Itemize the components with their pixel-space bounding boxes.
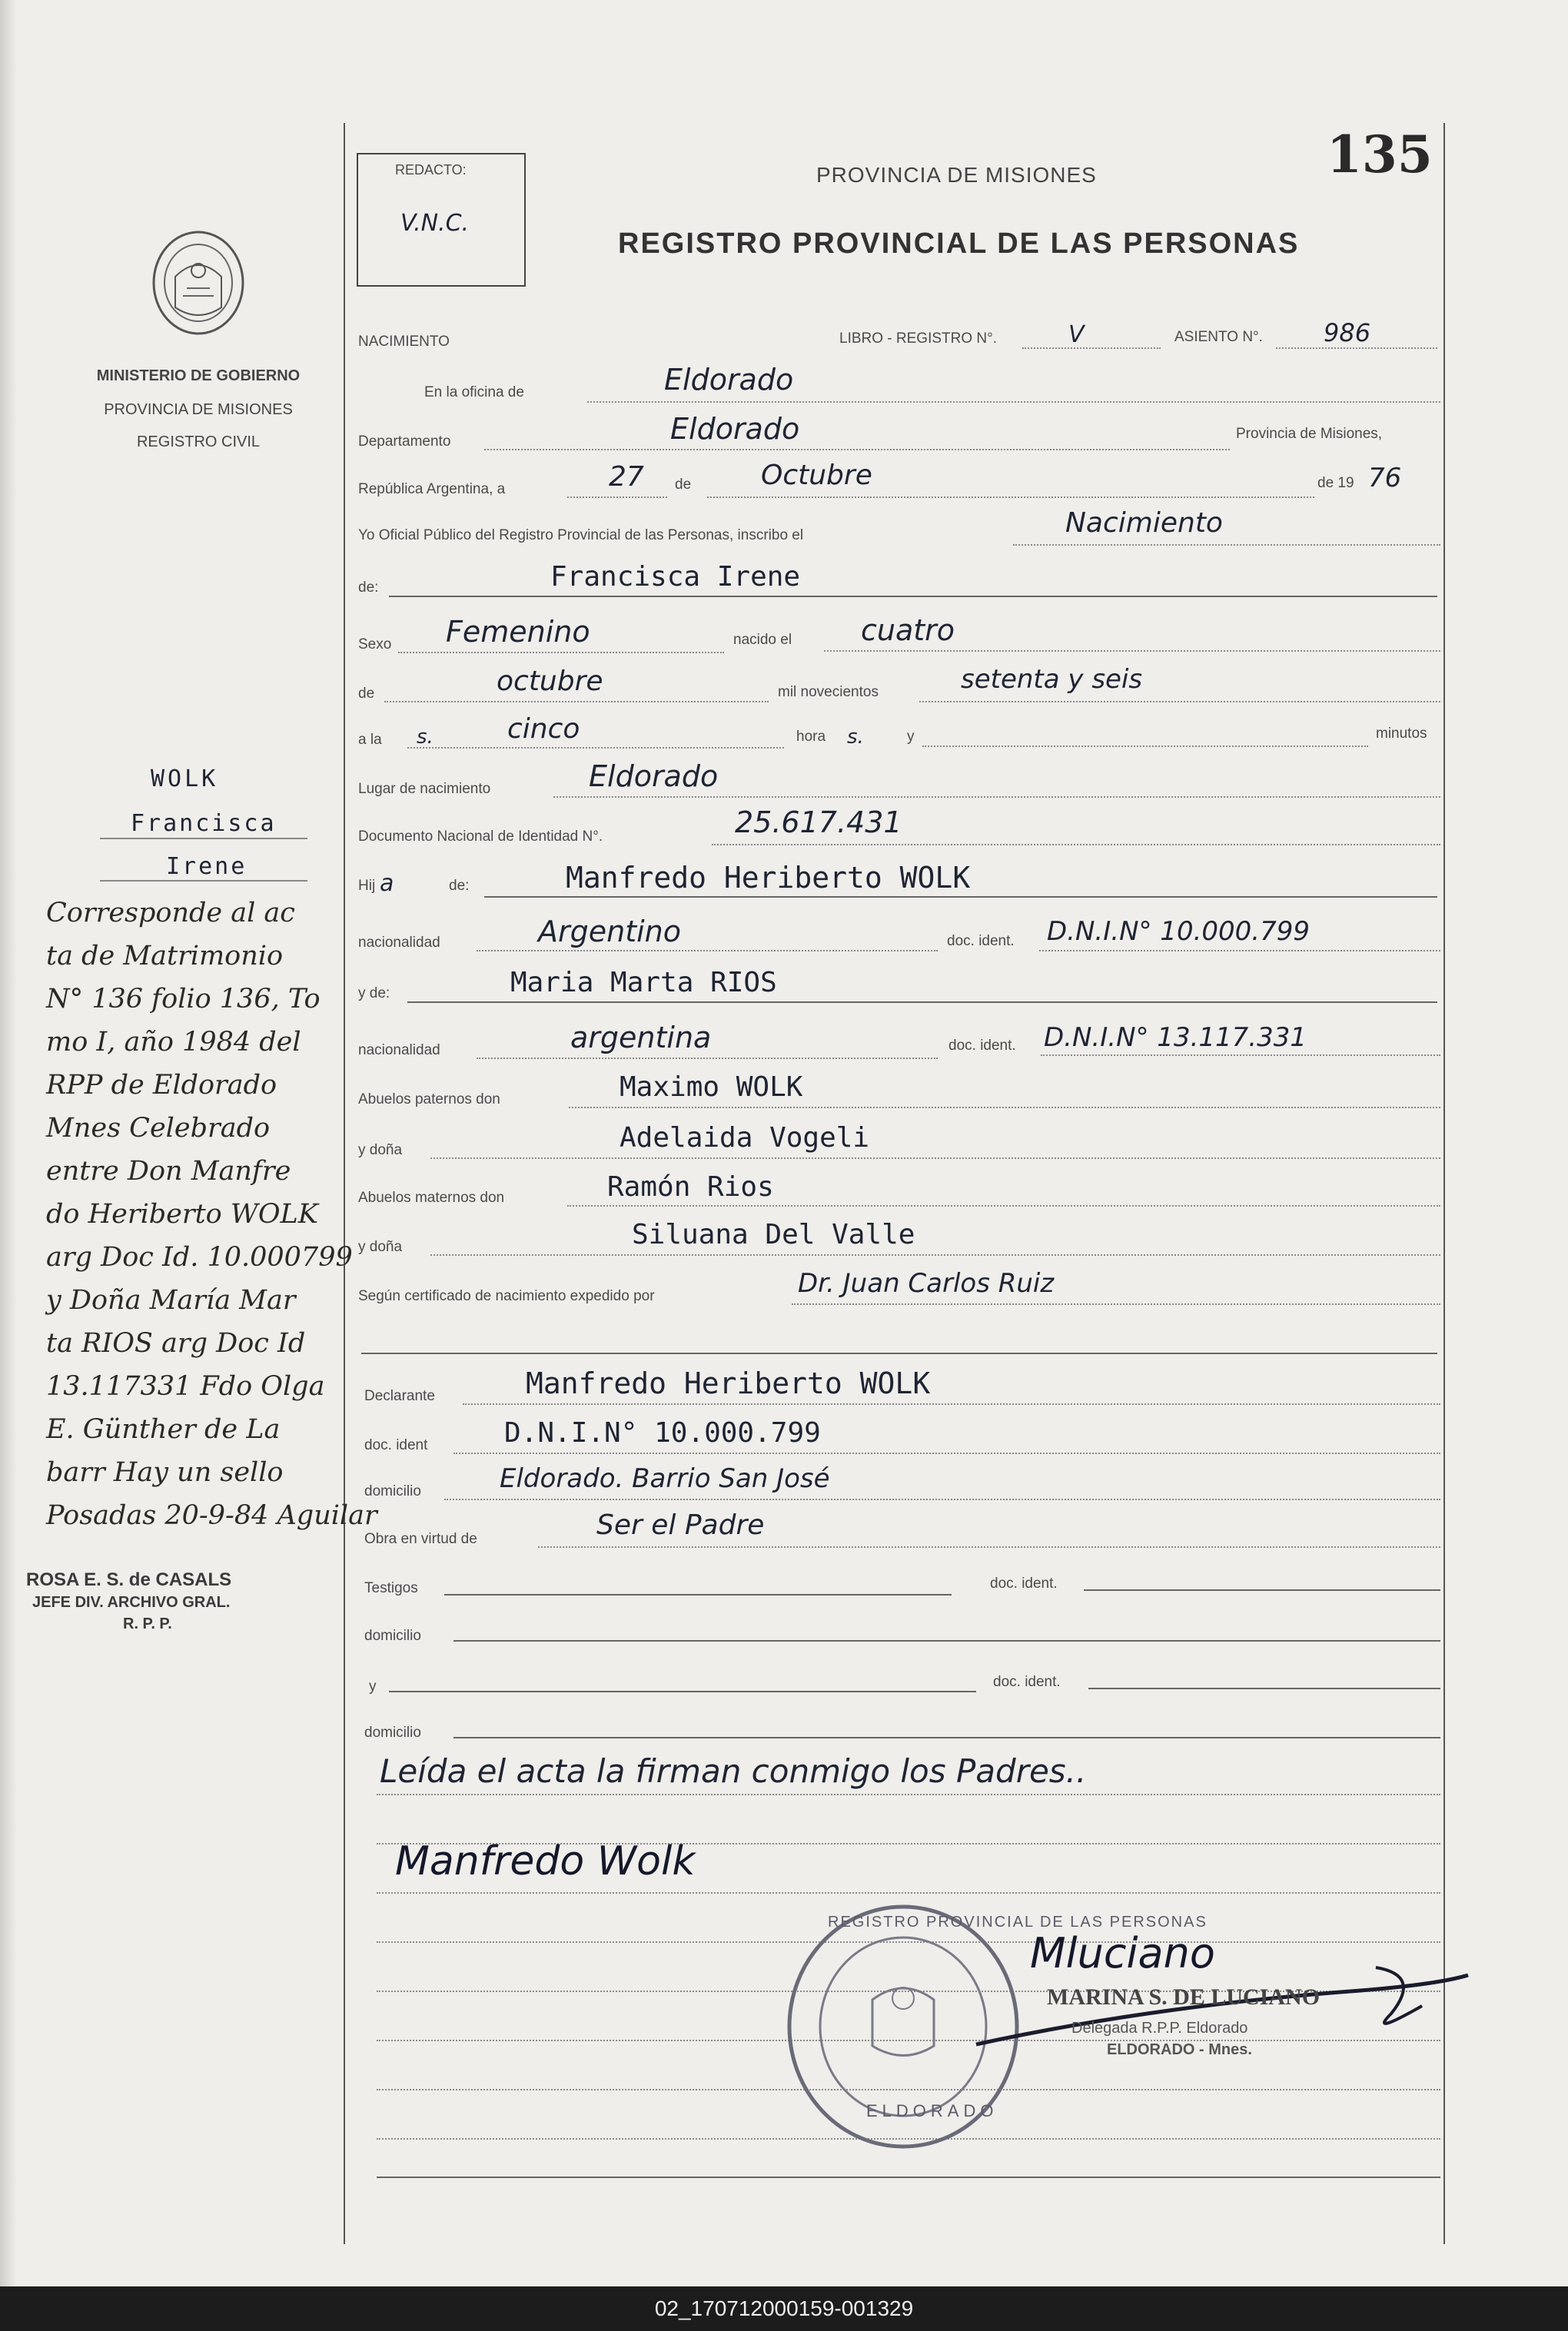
- father-value: Manfredo Heriberto WOLK: [566, 861, 971, 895]
- dni-value: 25.617.431: [735, 805, 902, 839]
- domicilio-label: domicilio: [364, 1483, 421, 1499]
- lugar-label: Lugar de nacimiento: [358, 781, 491, 797]
- day-value: 27: [609, 461, 644, 493]
- hour-value: cinco: [507, 713, 580, 745]
- ministry-title: MINISTERIO DE GOBIERNO: [96, 367, 301, 384]
- abuelos-p-label: Abuelos paternos don: [358, 1091, 500, 1107]
- closing-text: Leída el acta la firman conmigo los Padres..: [380, 1752, 1087, 1790]
- nac1-value: Argentino: [538, 915, 681, 948]
- nac1-label: nacionalidad: [358, 935, 440, 951]
- official-signature: Mluciano: [1030, 1929, 1215, 1977]
- abuela-m-value: Siluana Del Valle: [632, 1219, 915, 1250]
- hija-label: Hij: [358, 878, 376, 894]
- de2-label: de:: [358, 579, 379, 596]
- hija-letter: a: [380, 870, 394, 897]
- dni-label: Documento Nacional de Identidad N°.: [358, 828, 603, 845]
- margin-stamp-name: ROSA E. S. de CASALS: [26, 1569, 232, 1590]
- y-label: y: [907, 729, 915, 745]
- margin-note-line: barr Hay un sello: [46, 1457, 284, 1488]
- abuelo-p-value: Maximo WOLK: [620, 1071, 803, 1103]
- domicilio3-label: domicilio: [364, 1725, 421, 1741]
- margin-note-line: mo I, año 1984 del: [46, 1027, 301, 1058]
- mil-label: mil novecientos: [778, 684, 879, 700]
- margin-note-line: entre Don Manfre: [46, 1156, 291, 1187]
- ministry-registry: REGISTRO CIVIL: [136, 433, 261, 450]
- departamento-value: Eldorado: [670, 412, 800, 446]
- hija-de-label: de:: [449, 878, 470, 894]
- mother-value: Maria Marta RIOS: [510, 967, 777, 998]
- abuelos-m-label: Abuelos maternos don: [358, 1190, 505, 1206]
- doc1-value: D.N.I.N° 10.000.799: [1047, 916, 1310, 947]
- official-title: Delegada R.P.P. Eldorado: [1071, 2020, 1248, 2037]
- redacto-box: [357, 153, 526, 287]
- margin-note-line: E. Günther de La: [46, 1414, 281, 1445]
- margin-note-line: RPP de Eldorado: [46, 1070, 277, 1101]
- nacido-value: cuatro: [861, 613, 955, 647]
- minutos-label: minutos: [1376, 726, 1427, 742]
- obra-value: Ser el Padre: [596, 1509, 765, 1541]
- record-type: NACIMIENTO: [358, 334, 450, 350]
- hora-value: s.: [847, 726, 864, 749]
- nac2-label: nacionalidad: [358, 1042, 440, 1058]
- y2-doc-label: doc. ident.: [993, 1674, 1061, 1690]
- oficina-label: En la oficina de: [424, 384, 524, 400]
- libro-label: LIBRO - REGISTRO N°.: [839, 330, 998, 347]
- ministry-seal-icon: [145, 223, 252, 346]
- margin-note-line: Corresponde al ac: [46, 898, 295, 928]
- redacto-label: REDACTO:: [395, 162, 467, 178]
- ydona2-label: y doña: [358, 1239, 403, 1255]
- hora-label: hora: [796, 729, 826, 745]
- doc2-value: D.N.I.N° 13.117.331: [1044, 1022, 1307, 1053]
- image-code-footer: 02_170712000159-001329: [0, 2286, 1568, 2331]
- ydona1-label: y doña: [358, 1142, 403, 1158]
- abuela-p-value: Adelaida Vogeli: [620, 1122, 870, 1154]
- margin-stamp-title: JEFE DIV. ARCHIVO GRAL.: [32, 1594, 231, 1611]
- de-label: de: [675, 476, 692, 493]
- margin-surname: WOLK: [151, 765, 219, 792]
- testigos-label: Testigos: [364, 1580, 418, 1596]
- obra-label: Obra en virtud de: [364, 1531, 477, 1547]
- ministry-province: PROVINCIA DE MISIONES: [104, 401, 293, 418]
- nac2-value: argentina: [570, 1021, 712, 1054]
- declarante-value: Manfredo Heriberto WOLK: [526, 1366, 931, 1400]
- margin-stamp-org: R. P. P.: [123, 1615, 172, 1632]
- testigos-doc-label: doc. ident.: [990, 1576, 1058, 1592]
- abuelo-m-value: Ramón Rios: [607, 1171, 774, 1203]
- oficial-value: Nacimiento: [1065, 507, 1223, 539]
- republica-label: República Argentina, a: [358, 481, 506, 497]
- departamento-label: Departamento: [358, 433, 451, 450]
- doc1-label: doc. ident.: [947, 933, 1015, 949]
- birth-month-value: octubre: [497, 666, 603, 697]
- doc2-label: doc. ident.: [948, 1038, 1016, 1054]
- mil-value: setenta y seis: [961, 664, 1143, 695]
- margin-note-line: Mnes Celebrado: [46, 1113, 271, 1144]
- oficial-label: Yo Oficial Público del Registro Provincial de las Personas, inscribo el: [358, 527, 804, 543]
- folio-number: 135: [1327, 125, 1433, 184]
- stamp-bottom: ELDORADO: [866, 2101, 998, 2120]
- year-value: 76: [1368, 463, 1402, 493]
- official-place: ELDORADO - Mnes.: [1107, 2041, 1252, 2058]
- oficina-value: Eldorado: [664, 363, 794, 397]
- declarante-label: Declarante: [364, 1388, 435, 1404]
- stamp-text: REGISTRO PROVINCIAL DE LAS PERSONAS: [828, 1914, 1208, 1931]
- name-value: Francisca Irene: [550, 561, 801, 593]
- redacto-value: V.N.C.: [400, 210, 470, 237]
- sexo-value: Femenino: [446, 615, 590, 649]
- ala-label: a la: [358, 732, 382, 748]
- margin-note-line: y Doña María Mar: [46, 1285, 296, 1316]
- domicilio-value: Eldorado. Barrio San José: [500, 1463, 830, 1494]
- margin-given1: Francisca: [131, 810, 277, 837]
- y2-label: y: [369, 1679, 377, 1695]
- margin-given2: Irene: [166, 853, 247, 880]
- libro-value: V: [1068, 321, 1085, 348]
- registry-title: REGISTRO PROVINCIAL DE LAS PERSONAS: [618, 227, 1300, 260]
- asiento-label: ASIENTO N°.: [1174, 329, 1263, 345]
- margin-note-line: ta de Matrimonio: [46, 941, 284, 971]
- de3-label: de: [358, 686, 375, 702]
- docident-value: D.N.I.N° 10.000.799: [504, 1417, 821, 1449]
- certificado-label: Según certificado de nacimiento expedido por: [358, 1288, 655, 1304]
- margin-rule-right: [1443, 123, 1445, 2244]
- margin-note-line: ta RIOS arg Doc Id: [46, 1328, 306, 1359]
- binding-edge: [0, 0, 17, 2286]
- docident-label: doc. ident: [364, 1437, 428, 1453]
- lugar-value: Eldorado: [589, 759, 719, 793]
- margin-note-line: 13.117331 Fdo Olga: [46, 1371, 325, 1402]
- ala-value: s.: [417, 726, 434, 749]
- sexo-label: Sexo: [358, 636, 392, 652]
- certificado-value: Dr. Juan Carlos Ruiz: [798, 1268, 1055, 1299]
- official-name: MARINA S. DE LUCIANO: [1047, 1984, 1321, 2010]
- month-value: Octubre: [761, 460, 872, 491]
- margin-note-line: do Heriberto WOLK: [46, 1199, 318, 1230]
- yde-label: y de:: [358, 985, 390, 1001]
- margin-note-line: Posadas 20-9-84 Aguilar: [46, 1500, 377, 1531]
- year-label: de 19: [1317, 475, 1354, 491]
- father-signature: Manfredo Wolk: [395, 1838, 696, 1884]
- nacido-label: nacido el: [733, 632, 792, 648]
- margin-note-line: N° 136 folio 136, To: [46, 984, 321, 1014]
- margin-note-line: arg Doc Id. 10.000799: [46, 1242, 353, 1273]
- province-title: PROVINCIA DE MISIONES: [816, 163, 1097, 187]
- domicilio2-label: domicilio: [364, 1628, 421, 1644]
- asiento-value: 986: [1324, 318, 1371, 347]
- provincia-suffix: Provincia de Misiones,: [1236, 426, 1383, 442]
